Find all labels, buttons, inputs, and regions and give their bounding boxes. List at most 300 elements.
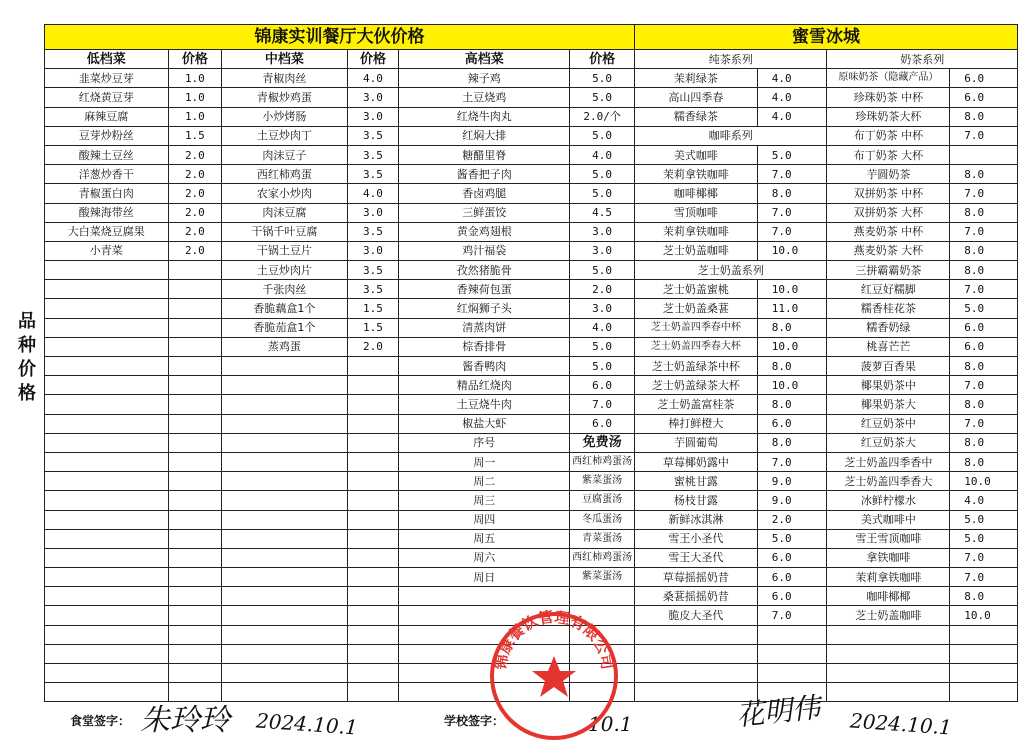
table-row: [45, 222, 1018, 241]
header-low-dishes: 低档菜: [45, 50, 169, 69]
tea-item-price: 7.0: [757, 222, 827, 241]
empty-cell: [222, 510, 347, 529]
empty-cell: [222, 587, 347, 606]
tea-item-name: 糯香绿茶: [635, 107, 758, 126]
tea-item-name: 草莓摇摇奶昔: [635, 568, 758, 587]
empty-cell: [347, 644, 399, 663]
milk-tea-item-name: 雪王雪顶咖啡: [827, 529, 950, 548]
table-row: [45, 472, 1018, 491]
milk-tea-item-price: 8.0: [950, 587, 1018, 606]
mid-dish-price: 4.0: [347, 69, 399, 88]
high-dish-name: 黄金鸡翅根: [399, 222, 570, 241]
tea-item-price: 8.0: [757, 357, 827, 376]
mid-dish-name: 青椒肉丝: [222, 69, 347, 88]
milk-tea-item-name: 原味奶茶（隐藏产品）: [827, 69, 950, 88]
empty-cell: [168, 299, 222, 318]
low-dish-name: 洋葱炒香干: [45, 165, 169, 184]
tea-item-name: 咖啡椰椰: [635, 184, 758, 203]
mid-dish-name: 土豆炒肉丁: [222, 126, 347, 145]
empty-cell: [347, 587, 399, 606]
milk-tea-item-price: 10.0: [950, 472, 1018, 491]
mid-dish-name: 小炒烤肠: [222, 107, 347, 126]
milk-tea-item-price: 7.0: [950, 222, 1018, 241]
tea-item-name: 芝士奶盖绿茶中杯: [635, 357, 758, 376]
mid-dish-name: 肉沫豆腐: [222, 203, 347, 222]
table-row: [45, 337, 1018, 356]
tea-item-price: 10.0: [757, 280, 827, 299]
milk-tea-item-name: 红豆奶茶中: [827, 414, 950, 433]
mid-dish-price: 4.0: [347, 184, 399, 203]
empty-cell: [222, 414, 347, 433]
tea-item-name: 桑葚摇摇奶昔: [635, 587, 758, 606]
tea-item-price: 9.0: [757, 491, 827, 510]
empty-cell: [827, 683, 950, 702]
empty-cell: [45, 299, 169, 318]
milk-tea-item-name: 椰果奶茶中: [827, 376, 950, 395]
empty-cell: [45, 587, 169, 606]
milk-tea-item-name: 燕麦奶茶 大杯: [827, 241, 950, 260]
tea-item-name: 新鲜冰淇淋: [635, 510, 758, 529]
mid-dish-price: 3.5: [347, 261, 399, 280]
tea-item-name: 芝士奶盖蜜桃: [635, 280, 758, 299]
right-handwritten-signature: 花明伟: [734, 690, 822, 733]
mid-dish-price: 1.5: [347, 318, 399, 337]
mid-dish-price: 3.5: [347, 222, 399, 241]
empty-cell: [757, 644, 827, 663]
mid-dish-price: 1.5: [347, 299, 399, 318]
tea-item-name: 芝士奶盖四季春中杯: [635, 318, 758, 337]
low-dish-name: 青椒蛋白肉: [45, 184, 169, 203]
milk-tea-item-name: 桃喜芒芒: [827, 337, 950, 356]
tea-item-price: 6.0: [757, 548, 827, 567]
milk-tea-item-name: 红豆好糯脚: [827, 280, 950, 299]
milk-tea-item-price: 8.0: [950, 357, 1018, 376]
milk-tea-item-name: 茉莉拿铁咖啡: [827, 568, 950, 587]
milk-tea-item-price: 5.0: [950, 299, 1018, 318]
empty-cell: [45, 568, 169, 587]
high-dish-name: 香卤鸡腿: [399, 184, 570, 203]
mid-dish-price: 3.5: [347, 145, 399, 164]
table-row: [45, 69, 1018, 88]
empty-cell: [950, 683, 1018, 702]
high-dish-name: 土豆烧牛肉: [399, 395, 570, 414]
milk-tea-item-name: 椰果奶茶大: [827, 395, 950, 414]
high-dish-name: 椒盐大虾: [399, 414, 570, 433]
tea-item-price: 7.0: [757, 452, 827, 471]
canteen-sign-label: 食堂签字：: [70, 714, 131, 728]
empty-cell: [222, 357, 347, 376]
empty-cell: [168, 433, 222, 452]
empty-cell: [45, 433, 169, 452]
table-row: [45, 568, 1018, 587]
table-row: [45, 395, 1018, 414]
empty-cell: [45, 318, 169, 337]
soup-day: 周四: [399, 510, 570, 529]
mid-dish-price: 3.0: [347, 107, 399, 126]
empty-cell: [222, 491, 347, 510]
seal-text: 锦康餐饮管理有限公司: [491, 608, 617, 671]
tea-item-price: 7.0: [757, 606, 827, 625]
mid-dish-name: 香脆茄盒1个: [222, 318, 347, 337]
low-dish-price: 1.0: [168, 107, 222, 126]
empty-cell: [222, 376, 347, 395]
high-dish-price: 7.0: [570, 395, 635, 414]
tea-item-name: 茉莉拿铁咖啡: [635, 222, 758, 241]
empty-cell: [347, 376, 399, 395]
low-dish-price: 2.0: [168, 222, 222, 241]
low-dish-price: 2.0: [168, 203, 222, 222]
tea-item-price: 9.0: [757, 472, 827, 491]
milk-tea-item-name: 芝士奶盖四季香大: [827, 472, 950, 491]
empty-cell: [168, 376, 222, 395]
header-milk-tea: 奶茶系列: [827, 50, 1018, 69]
soup-name: 紫菜蛋汤: [570, 472, 635, 491]
milk-tea-item-name: 珍珠奶茶 中杯: [827, 88, 950, 107]
empty-cell: [45, 625, 169, 644]
mid-dish-price: 3.5: [347, 280, 399, 299]
low-dish-price: 1.0: [168, 88, 222, 107]
empty-cell: [45, 529, 169, 548]
empty-cell: [347, 472, 399, 491]
milk-tea-item-name: 芝士奶盖咖啡: [827, 606, 950, 625]
tea-section-header: 芝士奶盖系列: [635, 261, 827, 280]
high-dish-price: 5.0: [570, 184, 635, 203]
empty-cell: [45, 452, 169, 471]
high-dish-price: 5.0: [570, 261, 635, 280]
milk-tea-item-name: 拿铁咖啡: [827, 548, 950, 567]
tea-item-name: 芋圆葡萄: [635, 433, 758, 452]
empty-cell: [45, 664, 169, 683]
table-row: [45, 414, 1018, 433]
tea-item-name: 芝士奶盖桑葚: [635, 299, 758, 318]
empty-cell: [347, 510, 399, 529]
empty-cell: [222, 683, 347, 702]
high-dish-name: 清蒸肉饼: [399, 318, 570, 337]
company-seal-stamp: [486, 608, 622, 744]
milk-tea-item-price: 7.0: [950, 414, 1018, 433]
milk-tea-item-price: 6.0: [950, 337, 1018, 356]
low-dish-price: 1.5: [168, 126, 222, 145]
tea-item-name: 茉莉拿铁咖啡: [635, 165, 758, 184]
tea-item-name: 芝士奶盖咖啡: [635, 241, 758, 260]
milk-tea-item-name: 燕麦奶茶 中杯: [827, 222, 950, 241]
empty-cell: [222, 529, 347, 548]
empty-cell: [222, 548, 347, 567]
high-dish-price: 2.0/个: [570, 107, 635, 126]
mid-dish-name: 蒸鸡蛋: [222, 337, 347, 356]
tea-item-name: 草莓椰奶露中: [635, 452, 758, 471]
mid-dish-name: 香脆藕盒1个: [222, 299, 347, 318]
empty-cell: [570, 587, 635, 606]
empty-cell: [45, 357, 169, 376]
high-dish-name: 三鲜蛋饺: [399, 203, 570, 222]
milk-tea-item-name: 三拼霸霸奶茶: [827, 261, 950, 280]
empty-cell: [168, 606, 222, 625]
high-dish-name: 香辣荷包蛋: [399, 280, 570, 299]
milk-tea-item-name: 布丁奶茶 中杯: [827, 126, 950, 145]
tea-item-price: 5.0: [757, 145, 827, 164]
empty-cell: [45, 548, 169, 567]
soup-day: 周二: [399, 472, 570, 491]
milk-tea-item-price: 8.0: [950, 452, 1018, 471]
empty-cell: [347, 568, 399, 587]
soup-day: 周六: [399, 548, 570, 567]
tea-item-price: 8.0: [757, 395, 827, 414]
low-dish-price: 2.0: [168, 184, 222, 203]
tea-item-name: 芝士奶盖富桂茶: [635, 395, 758, 414]
tea-item-name: 雪王小圣代: [635, 529, 758, 548]
low-dish-name: 小青菜: [45, 241, 169, 260]
empty-cell: [168, 568, 222, 587]
empty-cell: [347, 452, 399, 471]
tea-item-price: 6.0: [757, 414, 827, 433]
milk-tea-item-name: 糯香桂花茶: [827, 299, 950, 318]
high-dish-name: 糖醋里脊: [399, 145, 570, 164]
high-dish-price: 2.0: [570, 280, 635, 299]
milk-tea-item-price: 5.0: [950, 510, 1018, 529]
empty-cell: [168, 644, 222, 663]
high-dish-name: 酱香把子肉: [399, 165, 570, 184]
empty-cell: [347, 529, 399, 548]
mid-dish-name: 青椒炒鸡蛋: [222, 88, 347, 107]
header-high-dishes: 高档菜: [399, 50, 570, 69]
milk-tea-item-price: 8.0: [950, 395, 1018, 414]
table-row: [45, 145, 1018, 164]
high-dish-price: 5.0: [570, 126, 635, 145]
soup-seq-label: 序号: [399, 433, 570, 452]
low-dish-name: 酸辣海带丝: [45, 203, 169, 222]
tea-item-name: 脆皮大圣代: [635, 606, 758, 625]
tea-item-price: 10.0: [757, 241, 827, 260]
milk-tea-item-price: 4.0: [950, 491, 1018, 510]
milk-tea-item-name: 冰鲜柠檬水: [827, 491, 950, 510]
high-dish-price: 5.0: [570, 165, 635, 184]
soup-name: 西红柿鸡蛋汤: [570, 548, 635, 567]
mid-dish-name: 干锅土豆片: [222, 241, 347, 260]
tea-item-name: 雪顶咖啡: [635, 203, 758, 222]
empty-cell: [168, 280, 222, 299]
tea-item-price: 4.0: [757, 69, 827, 88]
restaurant-title: 锦康实训餐厅大伙价格: [45, 25, 635, 50]
tea-item-price: 10.0: [757, 337, 827, 356]
high-dish-price: 4.0: [570, 145, 635, 164]
empty-cell: [222, 433, 347, 452]
low-dish-price: 1.0: [168, 69, 222, 88]
header-row: [45, 50, 1018, 69]
milk-tea-item-price: 6.0: [950, 318, 1018, 337]
mid-dish-name: 农家小炒肉: [222, 184, 347, 203]
tea-item-price: 6.0: [757, 568, 827, 587]
soup-day: 周三: [399, 491, 570, 510]
table-row: [45, 433, 1018, 452]
empty-cell: [168, 510, 222, 529]
tea-item-price: 5.0: [757, 529, 827, 548]
low-dish-name: 豆芽炒粉丝: [45, 126, 169, 145]
tea-item-name: 美式咖啡: [635, 145, 758, 164]
table-row: [45, 529, 1018, 548]
soup-name: 豆腐蛋汤: [570, 491, 635, 510]
high-dish-name: 红焖大排: [399, 126, 570, 145]
tea-item-price: 2.0: [757, 510, 827, 529]
empty-cell: [827, 644, 950, 663]
empty-cell: [222, 664, 347, 683]
empty-cell: [222, 625, 347, 644]
mid-dish-price: 2.0: [347, 337, 399, 356]
empty-cell: [635, 664, 758, 683]
school-sign-date-fragment: 10.1: [588, 712, 633, 736]
header-price: 价格: [168, 50, 222, 69]
tea-item-price: 11.0: [757, 299, 827, 318]
empty-cell: [45, 491, 169, 510]
mid-dish-name: 干锅千叶豆腐: [222, 222, 347, 241]
high-dish-price: 6.0: [570, 376, 635, 395]
price-table: [44, 24, 1018, 702]
table-row: [45, 241, 1018, 260]
table-row: [45, 548, 1018, 567]
milk-tea-item-price: 7.0: [950, 126, 1018, 145]
milk-tea-item-price: 8.0: [950, 261, 1018, 280]
empty-cell: [347, 433, 399, 452]
milk-tea-item-name: 芝士奶盖四季香中: [827, 452, 950, 471]
table-row: [45, 184, 1018, 203]
empty-cell: [222, 472, 347, 491]
high-dish-name: 辣子鸡: [399, 69, 570, 88]
milk-tea-item-price: 7.0: [950, 568, 1018, 587]
milk-tea-item-price: 6.0: [950, 69, 1018, 88]
empty-cell: [168, 337, 222, 356]
high-dish-name: 红烧牛肉丸: [399, 107, 570, 126]
milk-tea-item-price: 6.0: [950, 88, 1018, 107]
tea-item-price: 4.0: [757, 107, 827, 126]
mid-dish-price: 3.0: [347, 241, 399, 260]
milk-tea-item-name: 菠萝百香果: [827, 357, 950, 376]
empty-cell: [950, 644, 1018, 663]
empty-cell: [347, 664, 399, 683]
header-price: 价格: [347, 50, 399, 69]
soup-day: 周日: [399, 568, 570, 587]
mid-dish-name: 肉沫豆子: [222, 145, 347, 164]
high-dish-name: 红焖狮子头: [399, 299, 570, 318]
milk-tea-item-price: 7.0: [950, 184, 1018, 203]
table-row: [45, 261, 1018, 280]
empty-cell: [347, 357, 399, 376]
empty-cell: [168, 452, 222, 471]
empty-cell: [757, 625, 827, 644]
milk-tea-item-name: 芋圆奶茶: [827, 165, 950, 184]
seal-star-icon: [532, 656, 576, 697]
empty-cell: [168, 587, 222, 606]
empty-cell: [347, 414, 399, 433]
high-dish-price: 5.0: [570, 69, 635, 88]
empty-cell: [347, 606, 399, 625]
high-dish-price: 5.0: [570, 337, 635, 356]
canteen-handwritten-signature: 朱玲玲: [140, 703, 230, 738]
table-row: [45, 107, 1018, 126]
tea-item-name: 芝士奶盖四季春大杯: [635, 337, 758, 356]
empty-cell: [827, 664, 950, 683]
tea-item-name: 棒打鲜橙大: [635, 414, 758, 433]
milk-tea-item-price: 8.0: [950, 165, 1018, 184]
empty-cell: [168, 664, 222, 683]
milk-tea-item-price: 5.0: [950, 529, 1018, 548]
table-row: [45, 491, 1018, 510]
table-row: [45, 203, 1018, 222]
high-dish-price: 3.0: [570, 241, 635, 260]
empty-cell: [222, 568, 347, 587]
mid-dish-price: 3.5: [347, 126, 399, 145]
low-dish-name: 大白菜烧豆腐果: [45, 222, 169, 241]
soup-name: 紫菜蛋汤: [570, 568, 635, 587]
milk-tea-item-name: 美式咖啡中: [827, 510, 950, 529]
high-dish-price: 4.5: [570, 203, 635, 222]
empty-cell: [635, 625, 758, 644]
soup-name: 青菜蛋汤: [570, 529, 635, 548]
table-row: [45, 88, 1018, 107]
header-mid-dishes: 中档菜: [222, 50, 347, 69]
high-dish-price: 6.0: [570, 414, 635, 433]
header-pure-tea: 纯茶系列: [635, 50, 827, 69]
high-dish-name: 土豆烧鸡: [399, 88, 570, 107]
high-dish-name: 鸡汁福袋: [399, 241, 570, 260]
tea-section-header: 咖啡系列: [635, 126, 827, 145]
low-dish-price: 2.0: [168, 165, 222, 184]
milk-tea-item-price: 8.0: [950, 433, 1018, 452]
milk-tea-item-price: [950, 145, 1018, 164]
tea-item-price: 8.0: [757, 318, 827, 337]
side-label: 品种价格: [18, 311, 36, 404]
milk-tea-item-name: 双拼奶茶 中杯: [827, 184, 950, 203]
mid-dish-price: 3.5: [347, 165, 399, 184]
milk-tea-item-name: 珍珠奶茶大杯: [827, 107, 950, 126]
milk-tea-item-name: 咖啡椰椰: [827, 587, 950, 606]
milk-tea-item-name: 红豆奶茶大: [827, 433, 950, 452]
school-sign-label: 学校签字：: [444, 714, 505, 728]
soup-day: 周五: [399, 529, 570, 548]
tea-item-price: 8.0: [757, 433, 827, 452]
empty-cell: [45, 472, 169, 491]
tea-item-name: 茉莉绿茶: [635, 69, 758, 88]
empty-cell: [399, 587, 570, 606]
table-row: [45, 126, 1018, 145]
low-dish-name: 酸辣土豆丝: [45, 145, 169, 164]
high-dish-price: 3.0: [570, 222, 635, 241]
empty-cell: [168, 395, 222, 414]
milk-tea-item-name: 糯香奶绿: [827, 318, 950, 337]
empty-cell: [222, 452, 347, 471]
milk-tea-item-name: 布丁奶茶 大杯: [827, 145, 950, 164]
empty-cell: [45, 606, 169, 625]
empty-cell: [168, 318, 222, 337]
empty-cell: [45, 280, 169, 299]
table-row: [45, 376, 1018, 395]
empty-cell: [45, 644, 169, 663]
empty-cell: [950, 664, 1018, 683]
empty-cell: [168, 529, 222, 548]
empty-cell: [168, 491, 222, 510]
empty-cell: [168, 625, 222, 644]
empty-cell: [635, 644, 758, 663]
table-row: [45, 452, 1018, 471]
tea-item-price: 8.0: [757, 184, 827, 203]
empty-cell: [347, 395, 399, 414]
tea-item-name: 蜜桃甘露: [635, 472, 758, 491]
header-price: 价格: [570, 50, 635, 69]
empty-cell: [347, 625, 399, 644]
low-dish-name: 红烧黄豆芽: [45, 88, 169, 107]
soup-day: 周一: [399, 452, 570, 471]
milk-tea-item-price: 7.0: [950, 280, 1018, 299]
empty-cell: [45, 337, 169, 356]
